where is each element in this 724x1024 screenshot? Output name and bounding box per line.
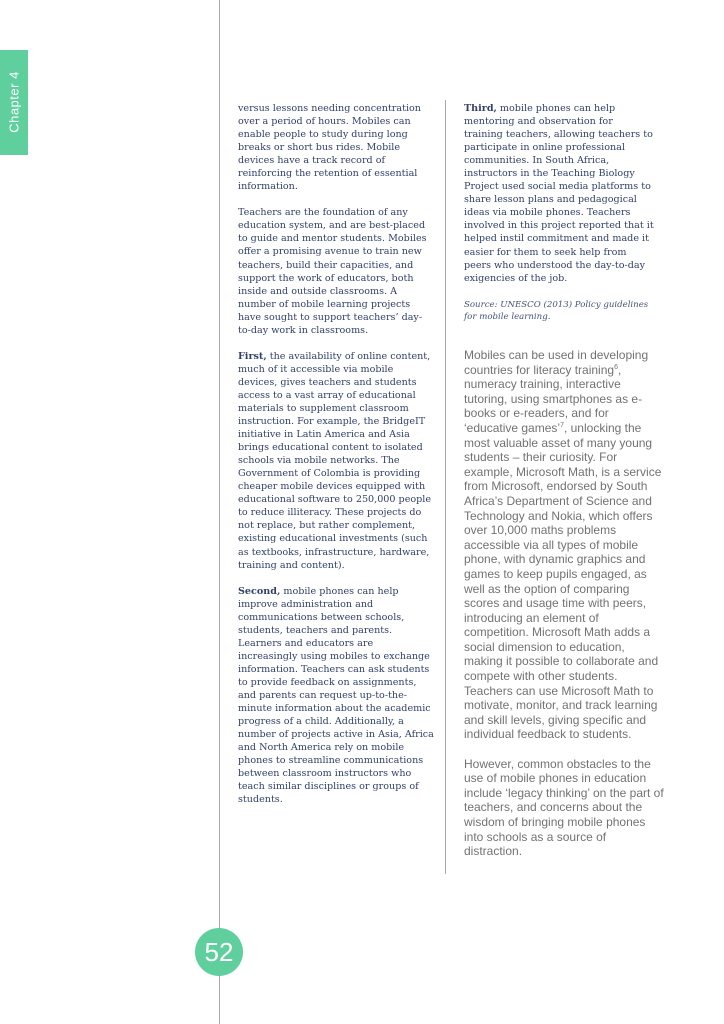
paragraph-text: , numeracy training, interactive tutoring, using smartphones as e-books or e-readers, and for ‘educative games’ — [464, 362, 643, 435]
paragraph: Teachers are the foundation of any education system, and are best-placed to guide and mentor students. Mobiles offer a promising avenue to train new teachers, build their capacities, and support the work of educators, both inside and outside classrooms. A number of mobile learning projects have sought to support teachers’ day-to-day work in classrooms. — [238, 207, 427, 336]
lead-word: First, — [238, 350, 267, 362]
source-citation: Source: UNESCO (2013) Policy guidelines for mobile learning. — [464, 299, 649, 322]
footnote-ref: 7 — [560, 421, 564, 429]
paragraph-text: the availability of online content, much of it accessible via mobile devices, gives teachers and students access to a vast array of educational materials to supplement classroom instruction. For example, the BridgeIT initiative in Latin America and Asia brings educational content to isolated schools via mobile networks. The Government of Colombia is providing cheaper mobile devices equipped with educational software to 250,000 people to reduce illiteracy. These projects do not replace, but rather complement, existing educational investments (such as textbooks, infrastructure, hardware, training and content). — [238, 350, 432, 571]
paragraph — [238, 585, 434, 807]
footnote-ref: 6 — [614, 363, 618, 371]
paragraph-text: mobile phones can help mentoring and observation for training teachers, allowing teachers to participate in online professional communities. In South Africa, instructors in the Teaching Biology Project used social media platforms to share lesson plans and pedagogical ideas via mobile phones. Teachers involved in this project reported that it helped instil commitment and made it easier for them to seek help from peers who understood the day-to-day exigencies of the job. — [464, 103, 654, 284]
paragraph — [238, 350, 434, 572]
chapter-tab — [0, 50, 28, 155]
chapter-tab-label: Chapter 4 — [6, 71, 22, 133]
paragraph — [464, 102, 654, 285]
lead-word: Second, — [238, 585, 281, 597]
column-divider — [445, 100, 446, 874]
paragraph-text: , unlocking the most valuable asset of many young students – their curiosity. For example, Microsoft Math, is a service from Microsoft, endorsed by South Africa’s Department of Science and Technology and Nokia, which offers over 10,000 maths problems accessible via all types of mobile phone, with dynamic graphics and games to keep pupils engaged, as well as the option of comparing scores and usage time with peers, introducing an element of competition. Microsoft Math adds a social dimension to education, making it possible to collaborate and compete with other students. Teachers can use Microsoft Math to motivate, monitor, and track learning and skill levels, giving specific and individual feedback to students. — [464, 420, 662, 742]
paragraph: However, common obstacles to the use of mobile phones in education include ‘legacy thinking’ on the part of teachers, and concerns about the wisdom of bringing mobile phones into schools as a source of distraction. — [464, 756, 664, 859]
paragraph-text: Mobiles can be used in developing countries for literacy training — [464, 348, 649, 377]
lead-word: Third, — [464, 103, 497, 114]
paragraph: versus lessons needing concentration over a period of hours. Mobiles can enable people to study during long breaks or short bus rides. Mobile devices have a track record of reinforcing the retention of essential information. — [238, 103, 421, 193]
body-text — [464, 348, 664, 859]
left-text-column — [238, 102, 434, 806]
margin-rule — [219, 0, 220, 1024]
page-number: 52 — [195, 928, 243, 976]
paragraph-text: mobile phones can help improve administration and communications between schools, students, teachers and parents. Learners and educators are increasingly using mobiles to exchange information. Teachers can ask students to provide feedback on assignments, and parents can request up-to-the-minute information about the academic progress of a child. Additionally, a number of projects active in Asia, Africa and North America rely on mobile phones to streamline communications between classroom instructors who teach similar disciplines or groups of students. — [238, 585, 434, 806]
paragraph — [464, 348, 664, 742]
right-text-column — [464, 102, 654, 323]
